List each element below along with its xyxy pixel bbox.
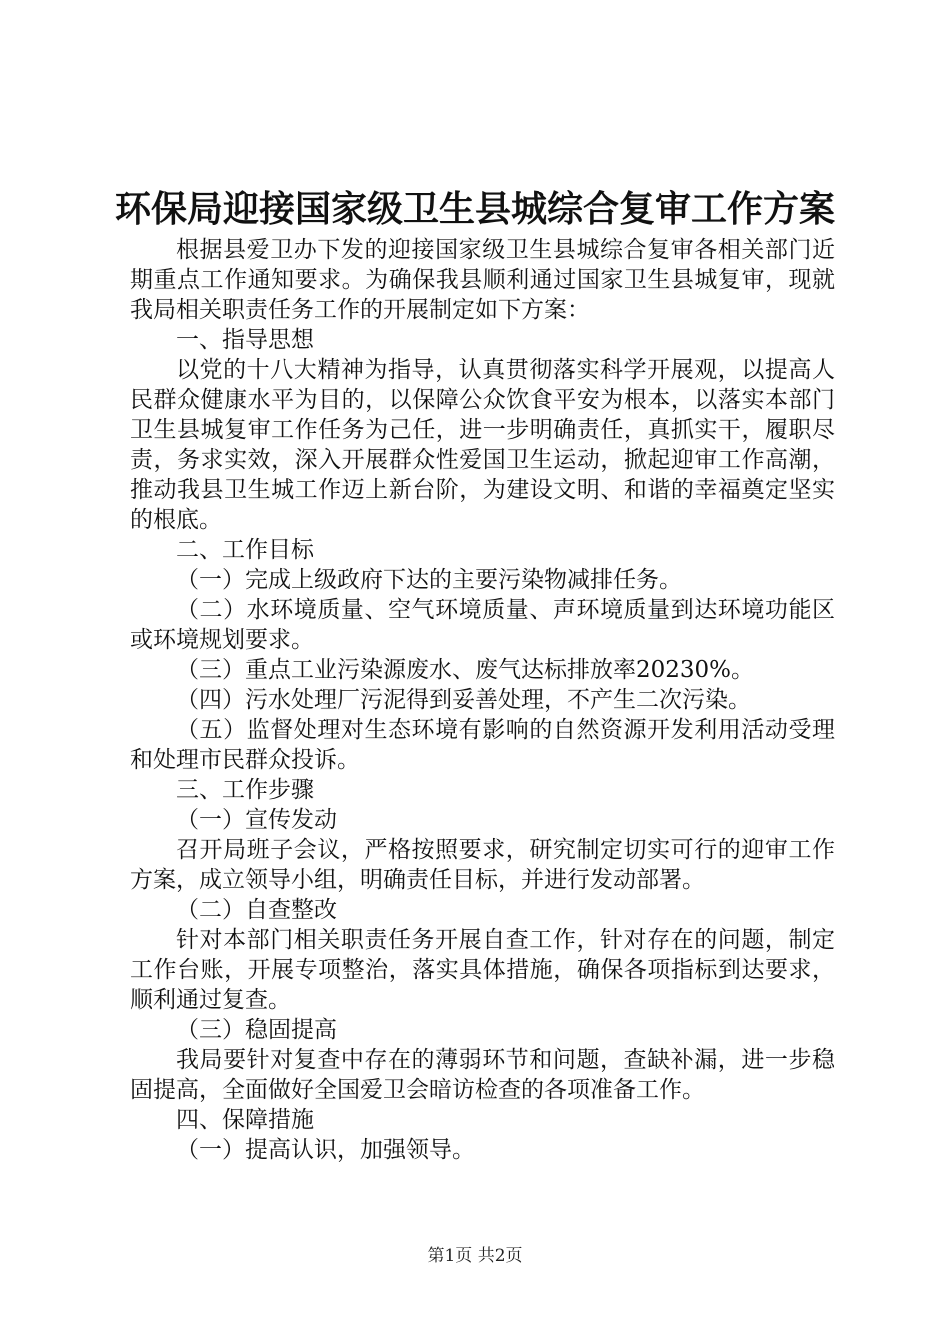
step-heading-1: （一）宣传发动: [176, 807, 337, 833]
step-heading-2: （二）自查整改: [176, 897, 337, 923]
step-paragraph-3: 我局要针对复查中存在的薄弱环节和问题，查缺补漏，进一步稳固提高，全面做好全国爱卫会暗访检查的各项准备工作。: [130, 1047, 835, 1103]
goal-item-2: （二）水环境质量、空气环境质量、声环境质量到达环境功能区或环境规划要求。: [130, 597, 835, 653]
document-body: [130, 235, 835, 1165]
goal-item-1: （一）完成上级政府下达的主要污染物减排任务。: [176, 567, 682, 593]
page-footer: 第1页 共2页: [427, 1246, 523, 1266]
goal-item-4: （四）污水处理厂污泥得到妥善处理，不产生二次污染。: [176, 687, 751, 713]
paragraph-guiding-ideology: 以党的十八大精神为指导，认真贯彻落实科学开展观，以提高人民群众健康水平为目的，以保障公众饮食平安为根本，以落实本部门卫生县城复审工作任务为己任，进一步明确责任，真抓实干，履职尽责，务求实效，深入开展群众性爱国卫生运动，掀起迎审工作高潮，推动我县卫生城工作迈上新台阶，为建设文明、和谐的幸福奠定坚实的根底。: [130, 357, 835, 533]
goal-item-3: （三）重点工业污染源废水、废气达标排放率20230%。: [176, 657, 755, 683]
section-heading-work-steps: 三、工作步骤: [176, 777, 314, 803]
step-heading-3: （三）稳固提高: [176, 1017, 337, 1043]
step-paragraph-2: 针对本部门相关职责任务开展自查工作，针对存在的问题，制定工作台账，开展专项整治，落实具体措施，确保各项指标到达要求，顺利通过复查。: [130, 927, 835, 1013]
safeguard-item-1: （一）提高认识，加强领导。: [176, 1137, 475, 1163]
section-heading-guiding-ideology: 一、指导思想: [176, 327, 314, 353]
step-paragraph-1: 召开局班子会议，严格按照要求，研究制定切实可行的迎审工作方案，成立领导小组，明确责任目标，并进行发动部署。: [130, 837, 835, 893]
document-title: 环保局迎接国家级卫生县城综合复审工作方案: [114, 188, 835, 230]
section-heading-work-goals: 二、工作目标: [176, 537, 314, 563]
goal-item-5: （五）监督处理对生态环境有影响的自然资源开发利用活动受理和处理市民群众投诉。: [130, 717, 835, 773]
section-heading-safeguards: 四、保障措施: [176, 1107, 314, 1133]
paragraph-intro: 根据县爱卫办下发的迎接国家级卫生县城综合复审各相关部门近期重点工作通知要求。为确保我县顺利通过国家卫生县城复审，现就我局相关职责任务工作的开展制定如下方案：: [130, 237, 835, 323]
